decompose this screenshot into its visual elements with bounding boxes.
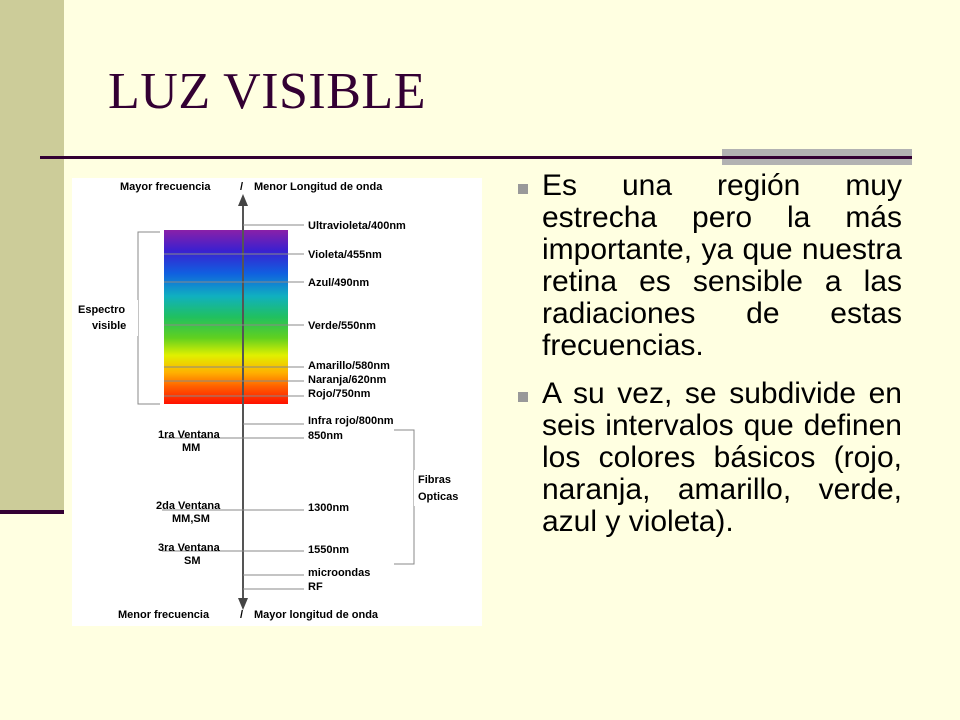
slide-title: LUZ VISIBLE xyxy=(108,63,426,120)
label-ultraviolet: Ultravioleta/400nm xyxy=(308,220,406,232)
label-rf: RF xyxy=(308,581,323,593)
bullet-text-2: A su vez, se subdivide en seis intervalos que definen los colores básicos (rojo, naranja, amarillo, verde, azul y violeta). xyxy=(542,377,902,538)
label-violet: Violeta/455nm xyxy=(308,249,382,261)
title-accent-bar xyxy=(722,149,912,165)
left-sidebar-underline xyxy=(0,510,64,514)
label-red: Rojo/750nm xyxy=(308,388,371,400)
window-3-line1: 3ra Ventana xyxy=(158,542,220,554)
bullet-item-2 xyxy=(516,378,902,538)
visible-spectrum-bracket xyxy=(138,232,160,404)
fiber-label-line1: Fibras xyxy=(418,474,452,486)
square-bullet-icon xyxy=(518,392,528,402)
bottom-caption-separator: / xyxy=(240,609,244,621)
spectrum-diagram xyxy=(72,178,482,626)
fiber-label-line2: Opticas xyxy=(418,491,459,503)
window-2-line2: MM,SM xyxy=(172,513,210,525)
axis-arrow-up-icon xyxy=(238,194,248,206)
label-infrared: Infra rojo/800nm xyxy=(308,415,394,427)
label-850nm: 850nm xyxy=(308,430,343,442)
bullet-list xyxy=(516,170,902,554)
visible-spectrum-gradient xyxy=(164,230,288,404)
square-bullet-icon xyxy=(518,184,528,194)
label-green: Verde/550nm xyxy=(308,320,376,332)
label-1300nm: 1300nm xyxy=(308,502,349,514)
label-orange: Naranja/620nm xyxy=(308,374,387,386)
window-1-line1: 1ra Ventana xyxy=(158,429,220,441)
bullet-item-1 xyxy=(516,170,902,362)
label-microwaves: microondas xyxy=(308,567,371,579)
top-caption-right: Menor Longitud de onda xyxy=(254,181,383,193)
label-blue: Azul/490nm xyxy=(308,277,370,289)
top-caption-separator: / xyxy=(240,181,244,193)
label-1550nm: 1550nm xyxy=(308,544,349,556)
spectrum-diagram-svg xyxy=(72,178,482,626)
window-1-line2: MM xyxy=(182,442,201,454)
window-3-line2: SM xyxy=(184,555,201,567)
spectrum-label-line2: visible xyxy=(92,320,127,332)
bottom-caption-left: Menor frecuencia xyxy=(118,609,210,621)
optical-fiber-bracket xyxy=(394,430,414,564)
left-sidebar-bar xyxy=(0,0,64,512)
label-yellow: Amarillo/580nm xyxy=(308,360,390,372)
spectrum-label-line1: Espectro xyxy=(78,304,126,316)
bullet-text-1: Es una región muy estrecha pero la más importante, ya que nuestra retina es sensible a las radiaciones de estas frecuencias. xyxy=(542,169,902,362)
bottom-caption-right: Mayor longitud de onda xyxy=(254,609,379,621)
top-caption-left: Mayor frecuencia xyxy=(120,181,211,193)
window-2-line1: 2da Ventana xyxy=(156,500,221,512)
